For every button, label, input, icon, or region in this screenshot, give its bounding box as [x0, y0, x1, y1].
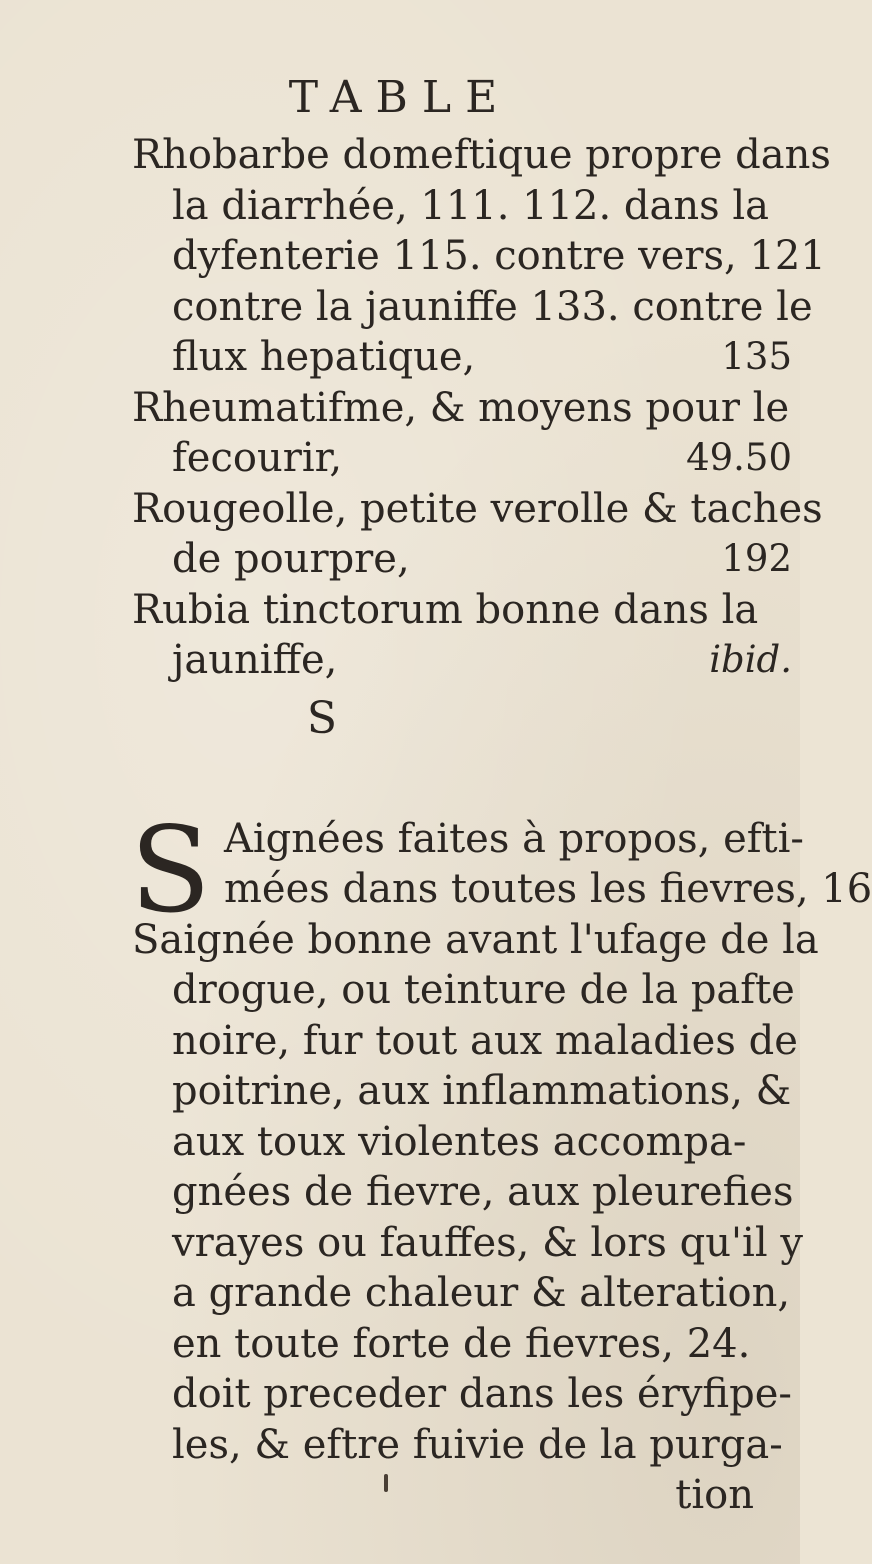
index-entry-saignee: [132, 915, 819, 1471]
entry-line: doit preceder dans les éryfipe-: [172, 1371, 792, 1417]
entry-line: mées dans toutes les fievres, 16: [224, 866, 872, 912]
entry-line: Rheumatifme, & moyens pour le: [132, 384, 790, 431]
entry-line: vrayes ou fauffes, & lors qu'il y: [172, 1219, 803, 1266]
page-reference: 49.50: [686, 436, 792, 479]
entry-line: en toute forte de fievres, 24.: [172, 1320, 751, 1367]
index-entry-rubia: [132, 585, 792, 686]
index-entry-rougeolle: [132, 484, 823, 585]
section-letter: S: [306, 692, 338, 744]
page-mark: [384, 1474, 388, 1492]
entry-line: dyfenterie 115. contre vers, 121: [172, 233, 826, 279]
entry-line: gnées de fievre, aux pleurefies: [172, 1169, 794, 1215]
running-head: TABLE: [288, 72, 512, 123]
section-spacer: [132, 762, 792, 814]
entry-last-line: [132, 433, 792, 484]
page-reference: 192: [721, 537, 792, 580]
entry-line: Rougeolle, petite verolle & taches: [132, 485, 823, 532]
entry-line: poitrine, aux inflammations, &: [172, 1068, 792, 1114]
entry-text: fecourir,: [172, 435, 343, 481]
page-reference: 135: [721, 335, 792, 378]
index-entry-saignees: [130, 800, 872, 939]
entry-line: les, & eftre fuivie de la purga-: [172, 1421, 783, 1468]
index-body: [130, 130, 872, 1521]
index-entry-rhobarbe: [132, 130, 831, 383]
catchword: tion: [675, 1472, 754, 1518]
page-reference: ibid.: [709, 638, 792, 681]
entry-text: de pourpre,: [172, 536, 410, 582]
entry-line: Rubia tinctorum bonne dans la: [132, 586, 759, 633]
entry-line: contre la jauniffe 133. contre le: [172, 283, 813, 330]
entry-line: drogue, ou teinture de la pafte: [172, 967, 795, 1013]
entry-text: jauniffe,: [172, 637, 338, 683]
entry-line: a grande chaleur & alteration,: [172, 1270, 791, 1316]
entry-line: noire, fur tout aux maladies de: [172, 1017, 798, 1064]
index-entry-rheumatisme: [132, 383, 792, 484]
entry-line: Saignée bonne avant l'ufage de la: [132, 916, 819, 963]
entry-last-line: [132, 534, 792, 585]
entry-line: Aignées faites à propos, efti-: [224, 815, 804, 862]
entry-line: aux toux violentes accompa-: [172, 1118, 747, 1165]
drop-cap: S: [130, 800, 211, 939]
entry-last-line: [132, 635, 792, 686]
entry-line: la diarrhée, 111. 112. dans la: [172, 182, 770, 229]
entry-last-line: [132, 332, 792, 383]
entry-line: Rhobarbe domeftique propre dans: [132, 132, 831, 178]
entry-text: flux hepatique,: [172, 334, 476, 380]
